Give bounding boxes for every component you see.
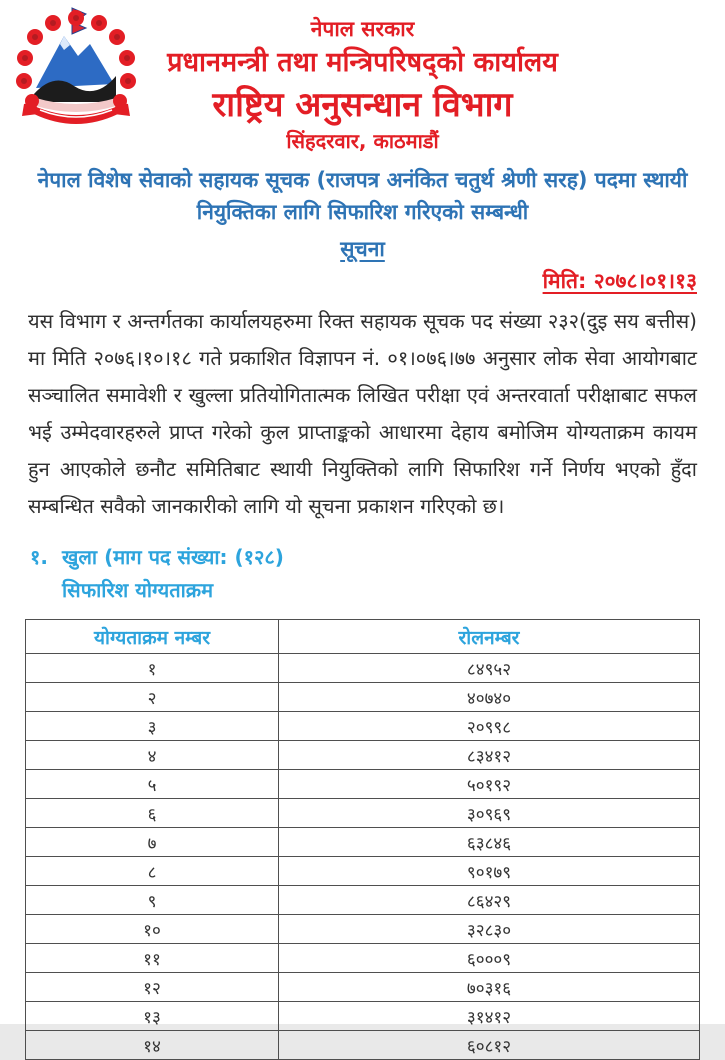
government-name: नेपाल सरकार [310, 17, 415, 41]
rank-cell: ९ [26, 886, 279, 915]
rank-cell: १० [26, 915, 279, 944]
table-row [26, 973, 700, 1002]
date-line [0, 267, 725, 295]
notice-date: मिति: २०७८।०१।१३ [542, 269, 697, 294]
table-row [26, 886, 700, 915]
table-row [26, 1031, 700, 1060]
rank-cell: १२ [26, 973, 279, 1002]
column-header-rank: योग्यताक्रम नम्बर [26, 620, 279, 654]
roll-cell: ६०००९ [279, 944, 700, 973]
rank-cell: २ [26, 683, 279, 712]
rank-cell: ११ [26, 944, 279, 973]
roll-cell: ९०१७९ [279, 857, 700, 886]
rank-cell: ५ [26, 770, 279, 799]
roll-cell: ८३४१२ [279, 741, 700, 770]
section-subtitle: सिफारिश योग्यताक्रम [62, 578, 214, 603]
merit-list-table [25, 619, 700, 1060]
table-row [26, 828, 700, 857]
table-row [26, 712, 700, 741]
rank-cell: ६ [26, 799, 279, 828]
table-row [26, 1002, 700, 1031]
table-row [26, 683, 700, 712]
rank-cell: ८ [26, 857, 279, 886]
roll-cell: ३०९६९ [279, 799, 700, 828]
roll-cell: २०९९८ [279, 712, 700, 741]
section-number: १. [30, 545, 48, 570]
body-paragraph: यस विभाग र अन्तर्गतका कार्यालयहरुमा रिक्त सहायक सूचक पद संख्या २३२(दुइ सय बत्तीस) मा मिति २०७६।१०।१८ गते प्रकाशित विज्ञापन नं. ०१।०७६।७७ अनुसार लोक सेवा आयोगबाट सञ्चालित समावेशी र खुल्ला प्रतियोगितात्मक लिखित परीक्षा एवं अन्तरवार्ता परीक्षाबाट सफल भई उम्मेदवारहरुले प्राप्त गरेको कुल प्राप्ताङ्कको आधारमा देहाय बमोजिम योग्यताक्रम कायम हुन आएकोले छनौट समितिबाट स्थायी नियुक्तिको लागि सिफारिश गर्ने निर्णय भएको हुँदा सम्बन्धित सवैको जानकारीको लागि यो सूचना प्रकाशन गरिएको छ। [28, 309, 697, 519]
roll-cell: ३१४१२ [279, 1002, 700, 1031]
table-row [26, 915, 700, 944]
roll-cell: ६०८१२ [279, 1031, 700, 1060]
roll-cell: ८६४२९ [279, 886, 700, 915]
roll-cell: ८४९५२ [279, 654, 700, 683]
office-name: प्रधानमन्त्री तथा मन्त्रिपरिषद्को कार्यालय [167, 47, 558, 79]
office-address: सिंहदरवार, काठमाडौं [286, 128, 439, 153]
roll-cell: ६३८४६ [279, 828, 700, 857]
subject-line-2: नियुक्तिका लागि सिफारिश गरिएको सम्बन्धी [196, 200, 529, 225]
table-row [26, 770, 700, 799]
table-row [26, 741, 700, 770]
department-name: राष्ट्रिय अनुसन्धान विभाग [212, 85, 513, 125]
table-row [26, 799, 700, 828]
rank-cell: १३ [26, 1002, 279, 1031]
roll-cell: ३२८३० [279, 915, 700, 944]
nepal-government-emblem [10, 6, 142, 138]
section-heading [30, 541, 725, 607]
subject-block [0, 164, 725, 266]
notice-label: सूचना [340, 236, 385, 261]
table-row [26, 654, 700, 683]
rank-cell: ७ [26, 828, 279, 857]
section-title: खुला (माग पद संख्या: (१२८) [62, 545, 284, 570]
table-row [26, 857, 700, 886]
table-row [26, 944, 700, 973]
roll-cell: ४०७४० [279, 683, 700, 712]
rank-cell: ४ [26, 741, 279, 770]
roll-cell: ७०३१६ [279, 973, 700, 1002]
rank-cell: १४ [26, 1031, 279, 1060]
rank-cell: १ [26, 654, 279, 683]
rank-cell: ३ [26, 712, 279, 741]
roll-cell: ५०१९२ [279, 770, 700, 799]
column-header-roll: रोलनम्बर [279, 620, 700, 654]
table-header-row [26, 620, 700, 654]
subject-line-1: नेपाल विशेष सेवाको सहायक सूचक (राजपत्र अनंकित चतुर्थ श्रेणी सरह) पदमा स्थायी [37, 167, 688, 192]
